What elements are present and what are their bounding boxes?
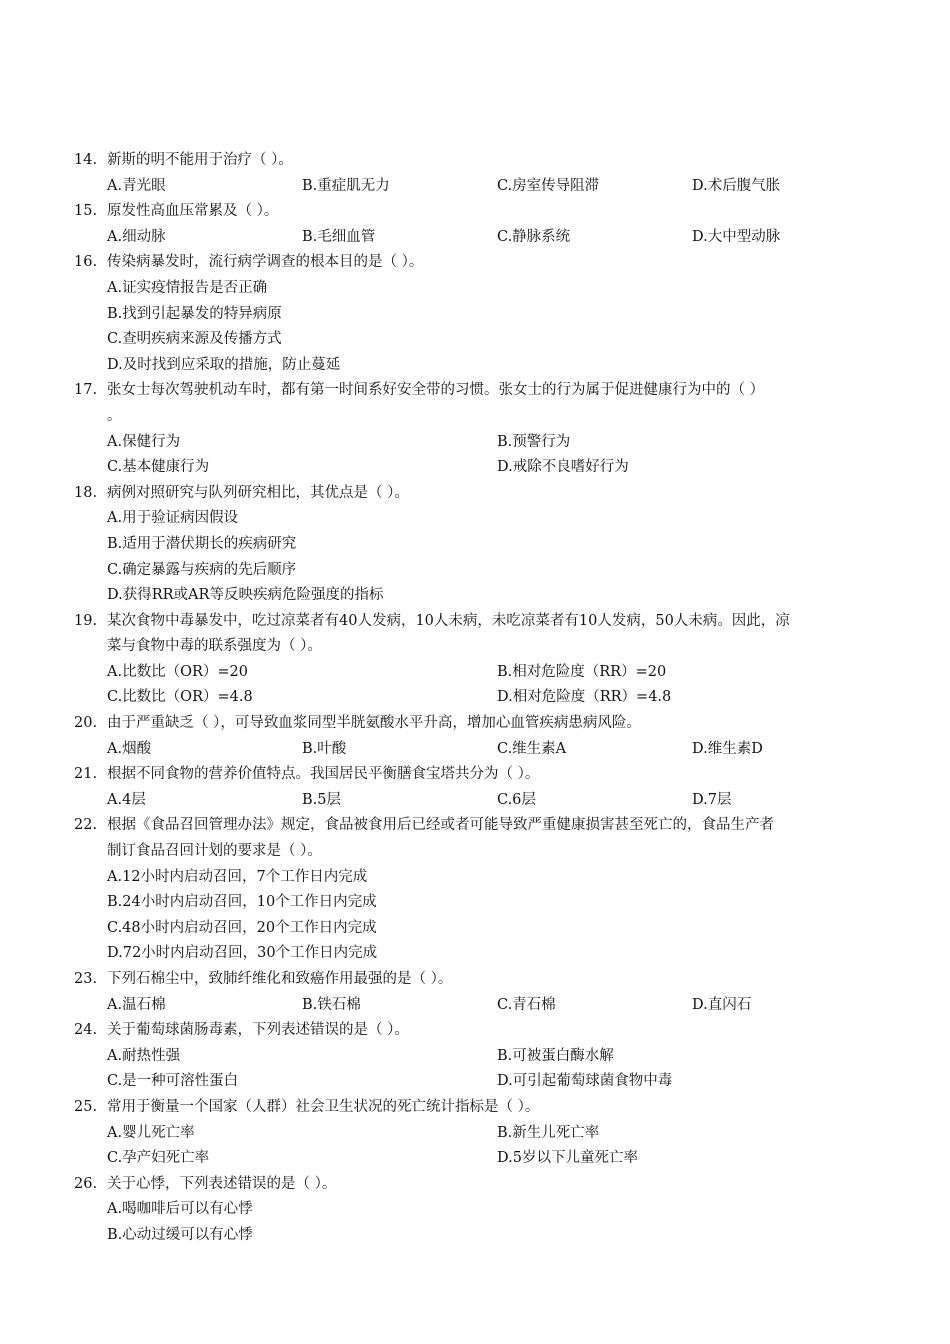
question-stem [0, 378, 950, 404]
options-row [0, 353, 950, 379]
options-row [0, 941, 950, 967]
options-row [0, 1121, 950, 1147]
answer-option: C.基本健康行为 [107, 459, 210, 476]
answer-option: B.可被蛋白酶水解 [497, 1047, 614, 1064]
answer-option: D.术后腹气胀 [692, 177, 781, 194]
answer-option: A.温石棉 [107, 996, 166, 1013]
question-text: 菜与食物中毒的联系强度为（ ）。 [107, 638, 322, 655]
answer-option: C.6层 [497, 791, 536, 808]
answer-option: B.毛细血管 [302, 228, 376, 245]
question-text: 由于严重缺乏（ ），可导致血浆同型半胱氨酸水平升高，增加心血管疾病患病风险。 [107, 715, 641, 732]
answer-option: A.保健行为 [107, 433, 181, 450]
question-stem-continued [0, 839, 950, 865]
options-row [0, 865, 950, 891]
question-number: 18. [74, 484, 98, 501]
question-number: 24. [74, 1022, 98, 1039]
options-row [0, 558, 950, 584]
answer-option: C.孕产妇死亡率 [107, 1150, 210, 1167]
question-stem-continued [0, 404, 950, 430]
question-text: 新斯的明不能用于治疗（ ）。 [107, 152, 293, 168]
question-stem [0, 813, 950, 839]
options-row [0, 430, 950, 456]
options-row [0, 1044, 950, 1070]
answer-option: B.叶酸 [302, 740, 347, 757]
question-number: 17. [74, 382, 98, 399]
options-row [0, 455, 950, 481]
question-stem [0, 1018, 950, 1044]
answer-option: C.是一种可溶性蛋白 [107, 1073, 239, 1090]
question-stem [0, 967, 950, 993]
answer-option: A.用于验证病因假设 [107, 510, 239, 527]
question-number: 16. [74, 254, 98, 271]
options-row [0, 327, 950, 353]
answer-option: B.重症肌无力 [302, 177, 390, 194]
options-row [0, 916, 950, 942]
question-number: 26. [74, 1175, 98, 1192]
answer-option: D.直闪石 [692, 996, 752, 1013]
options-row [0, 1223, 950, 1249]
question-number: 14. [74, 152, 98, 168]
question-number: 21. [74, 766, 98, 783]
answer-option: C.静脉系统 [497, 228, 571, 245]
question-stem [0, 762, 950, 788]
question-text: 制订食品召回计划的要求是（ ）。 [107, 843, 322, 860]
answer-option: A.青光眼 [107, 177, 166, 194]
answer-option: D.维生素D [692, 740, 763, 757]
question-stem [0, 1095, 950, 1121]
options-row [0, 685, 950, 711]
options-row [0, 225, 950, 251]
options-row [0, 532, 950, 558]
answer-option: A.婴儿死亡率 [107, 1124, 195, 1141]
question-text: 传染病暴发时，流行病学调查的根本目的是（ ）。 [107, 254, 424, 271]
answer-option: B.适用于潜伏期长的疾病研究 [107, 535, 297, 552]
options-row [0, 302, 950, 328]
answer-option: A.耐热性强 [107, 1047, 181, 1064]
answer-option: C.维生素A [497, 740, 567, 757]
answer-option: B.相对危险度（RR）=20 [497, 663, 667, 680]
question-text: 常用于衡量一个国家（人群）社会卫生状况的死亡统计指标是（ ）。 [107, 1098, 540, 1115]
question-text: 根据《食品召回管理办法》规定，食品被食用后已经或者可能导致严重健康损害甚至死亡的，食品生产者 [107, 817, 774, 834]
options-row [0, 788, 950, 814]
options-row [0, 1069, 950, 1095]
options-row [0, 174, 950, 200]
answer-option: C.48小时内启动召回，20个工作日内完成 [107, 919, 377, 936]
question-number: 25. [74, 1098, 98, 1115]
answer-option: B.新生儿死亡率 [497, 1124, 600, 1141]
question-text: 。 [107, 407, 122, 424]
answer-option: A.细动脉 [107, 228, 166, 245]
answer-option: D.5岁以下儿童死亡率 [497, 1150, 638, 1167]
answer-option: C.确定暴露与疾病的先后顺序 [107, 561, 297, 578]
answer-option: C.青石棉 [497, 996, 556, 1013]
answer-option: A.证实疫情报告是否正确 [107, 279, 268, 296]
question-number: 20. [74, 715, 98, 732]
question-number: 23. [74, 971, 98, 987]
question-stem [0, 1172, 950, 1198]
answer-option: A.烟酸 [107, 740, 152, 757]
answer-option: B.找到引起暴发的特异病原 [107, 305, 282, 322]
options-row [0, 890, 950, 916]
question-text: 关于心悸，下列表述错误的是（ ）。 [107, 1175, 337, 1192]
question-text: 原发性高血压常累及（ ）。 [107, 203, 279, 220]
question-stem [0, 199, 950, 225]
question-number: 22. [74, 817, 98, 834]
answer-option: B.5层 [302, 791, 341, 808]
question-stem [0, 609, 950, 635]
question-stem [0, 148, 950, 174]
answer-option: D.72小时内启动召回，30个工作日内完成 [107, 945, 378, 962]
answer-option: D.可引起葡萄球菌食物中毒 [497, 1073, 673, 1090]
answer-option: B.铁石棉 [302, 996, 361, 1013]
answer-option: A.比数比（OR）=20 [107, 663, 248, 680]
answer-option: C.查明疾病来源及传播方式 [107, 331, 282, 348]
options-row [0, 993, 950, 1019]
answer-option: D.戒除不良嗜好行为 [497, 459, 629, 476]
answer-option: C.房室传导阻滞 [497, 177, 600, 194]
question-stem [0, 711, 950, 737]
answer-option: A.4层 [107, 791, 146, 808]
question-stem [0, 250, 950, 276]
question-number: 15. [74, 203, 98, 220]
question-text: 下列石棉尘中，致肺纤维化和致癌作用最强的是（ ）。 [107, 971, 453, 987]
answer-option: A.12小时内启动召回，7个工作日内完成 [107, 868, 368, 885]
question-stem [0, 481, 950, 507]
answer-option: D.大中型动脉 [692, 228, 781, 245]
answer-option: B.24小时内启动召回，10个工作日内完成 [107, 894, 377, 911]
question-text: 某次食物中毒暴发中，吃过凉菜者有40人发病，10人未病，未吃凉菜者有10人发病，50人未病。因此，凉 [107, 612, 790, 629]
question-text: 张女士每次驾驶机动车时，都有第一时间系好安全带的习惯。张女士的行为属于促进健康行为中的（ ） [107, 382, 765, 399]
options-row [0, 276, 950, 302]
answer-option: B.心动过缓可以有心悸 [107, 1226, 253, 1243]
options-row [0, 737, 950, 763]
answer-option: D.相对危险度（RR）=4.8 [497, 689, 672, 706]
question-text: 关于葡萄球菌肠毒素，下列表述错误的是（ ）。 [107, 1022, 409, 1039]
question-text: 根据不同食物的营养价值特点。我国居民平衡膳食宝塔共分为（ ）。 [107, 766, 540, 783]
options-row [0, 583, 950, 609]
answer-option: D.7层 [692, 791, 732, 808]
exam-page [0, 148, 950, 1249]
question-stem-continued [0, 634, 950, 660]
answer-option: C.比数比（OR）=4.8 [107, 689, 253, 706]
options-row [0, 660, 950, 686]
answer-option: D.获得RR或AR等反映疾病危险强度的指标 [107, 587, 384, 604]
question-number: 19. [74, 612, 98, 629]
answer-option: B.预警行为 [497, 433, 571, 450]
options-row [0, 1146, 950, 1172]
options-row [0, 506, 950, 532]
answer-option: D.及时找到应采取的措施，防止蔓延 [107, 356, 341, 373]
question-text: 病例对照研究与队列研究相比，其优点是（ ）。 [107, 484, 409, 501]
options-row [0, 1197, 950, 1223]
answer-option: A.喝咖啡后可以有心悸 [107, 1201, 253, 1218]
